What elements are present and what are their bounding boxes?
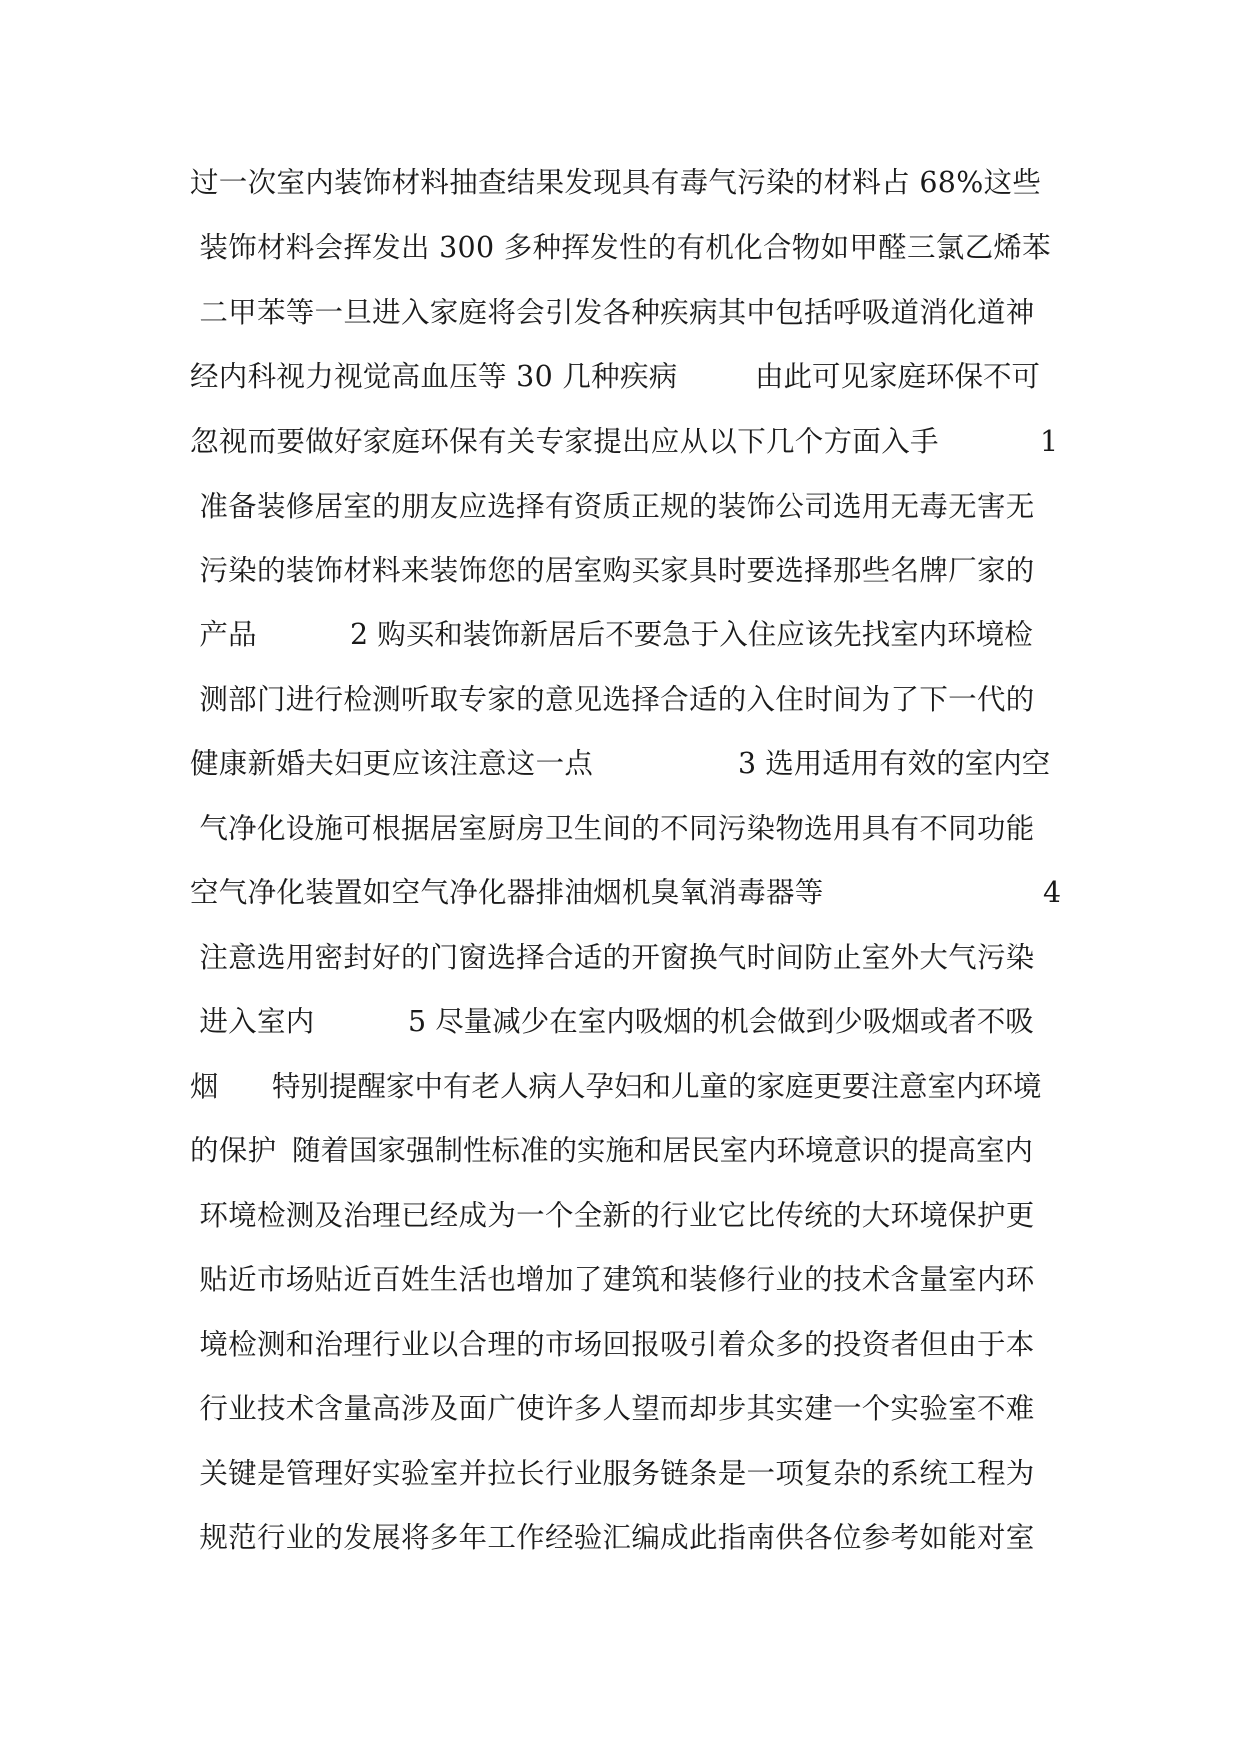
line-text-continued: 3 选用适用有效的室内空 bbox=[738, 747, 1051, 780]
line-text: 经内科视力视觉高血压等 30 几种疾病 bbox=[190, 360, 678, 393]
line-text-continued: 由此可见家庭环保不可 bbox=[755, 360, 1041, 393]
text-line bbox=[190, 1195, 1060, 1237]
line-text: 关键是管理好实验室并拉长行业服务链条是一项复杂的系统工程为 bbox=[190, 1457, 1035, 1490]
line-text: 贴近市场贴近百姓生活也增加了建筑和装修行业的技术含量室内环 bbox=[190, 1263, 1035, 1296]
text-line bbox=[190, 872, 1060, 914]
text-line bbox=[190, 162, 1060, 204]
line-text: 污染的装饰材料来装饰您的居室购买家具时要选择那些名牌厂家的 bbox=[190, 554, 1035, 587]
line-text: 行业技术含量高涉及面广使许多人望而却步其实建一个实验室不难 bbox=[190, 1392, 1035, 1425]
line-text: 规范行业的发展将多年工作经验汇编成此指南供各位参考如能对室 bbox=[190, 1521, 1035, 1554]
text-line bbox=[190, 486, 1060, 528]
text-line bbox=[190, 1453, 1060, 1495]
line-text: 气净化设施可根据居室厨房卫生间的不同污染物选用具有不同功能 bbox=[190, 812, 1035, 845]
line-text-continued: 特别提醒家中有老人病人孕妇和儿童的家庭更要注意室内环境 bbox=[272, 1070, 1042, 1103]
text-line bbox=[190, 292, 1060, 334]
line-text-continued: 2 购买和装饰新居后不要急于入住应该先找室内环境检 bbox=[350, 618, 1033, 651]
line-text: 产品 bbox=[190, 618, 257, 651]
text-line bbox=[190, 1517, 1060, 1559]
list-number: 1 bbox=[1040, 425, 1059, 458]
text-line bbox=[190, 550, 1060, 592]
line-text: 准备装修居室的朋友应选择有资质正规的装饰公司选用无毒无害无 bbox=[190, 490, 1035, 523]
list-number: 4 bbox=[1043, 876, 1062, 909]
line-text: 环境检测及治理已经成为一个全新的行业它比传统的大环境保护更 bbox=[190, 1199, 1035, 1232]
text-line bbox=[190, 808, 1060, 850]
line-text: 二甲苯等一旦进入家庭将会引发各种疾病其中包括呼吸道消化道神 bbox=[190, 296, 1035, 329]
text-line bbox=[190, 679, 1060, 721]
text-line bbox=[190, 1066, 1060, 1108]
text-line bbox=[190, 227, 1060, 269]
text-line bbox=[190, 1388, 1060, 1430]
line-text: 测部门进行检测听取专家的意见选择合适的入住时间为了下一代的 bbox=[190, 683, 1035, 716]
text-line bbox=[190, 614, 1060, 656]
line-text: 的保护 bbox=[190, 1134, 277, 1167]
line-text: 过一次室内装饰材料抽查结果发现具有毒气污染的材料占 68%这些 bbox=[190, 166, 1042, 199]
text-line bbox=[190, 1001, 1060, 1043]
line-text: 境检测和治理行业以合理的市场回报吸引着众多的投资者但由于本 bbox=[190, 1328, 1035, 1361]
line-text: 忽视而要做好家庭环保有关专家提出应从以下几个方面入手 bbox=[190, 425, 939, 458]
text-line bbox=[190, 421, 1060, 463]
line-text-continued: 随着国家强制性标准的实施和居民室内环境意识的提高室内 bbox=[292, 1134, 1034, 1167]
text-line bbox=[190, 1130, 1060, 1172]
line-text: 烟 bbox=[190, 1070, 219, 1103]
line-text: 空气净化装置如空气净化器排油烟机臭氧消毒器等 bbox=[190, 876, 824, 909]
text-line bbox=[190, 937, 1060, 979]
text-line bbox=[190, 356, 1060, 398]
text-line bbox=[190, 1259, 1060, 1301]
text-line bbox=[190, 743, 1060, 785]
line-text: 健康新婚夫妇更应该注意这一点 bbox=[190, 747, 594, 780]
line-text-continued: 5 尽量减少在室内吸烟的机会做到少吸烟或者不吸 bbox=[408, 1005, 1034, 1038]
line-text: 进入室内 bbox=[190, 1005, 315, 1038]
line-text: 装饰材料会挥发出 300 多种挥发性的有机化合物如甲醛三氯乙烯苯 bbox=[190, 231, 1051, 264]
text-line bbox=[190, 1324, 1060, 1366]
line-text: 注意选用密封好的门窗选择合适的开窗换气时间防止室外大气污染 bbox=[190, 941, 1035, 974]
